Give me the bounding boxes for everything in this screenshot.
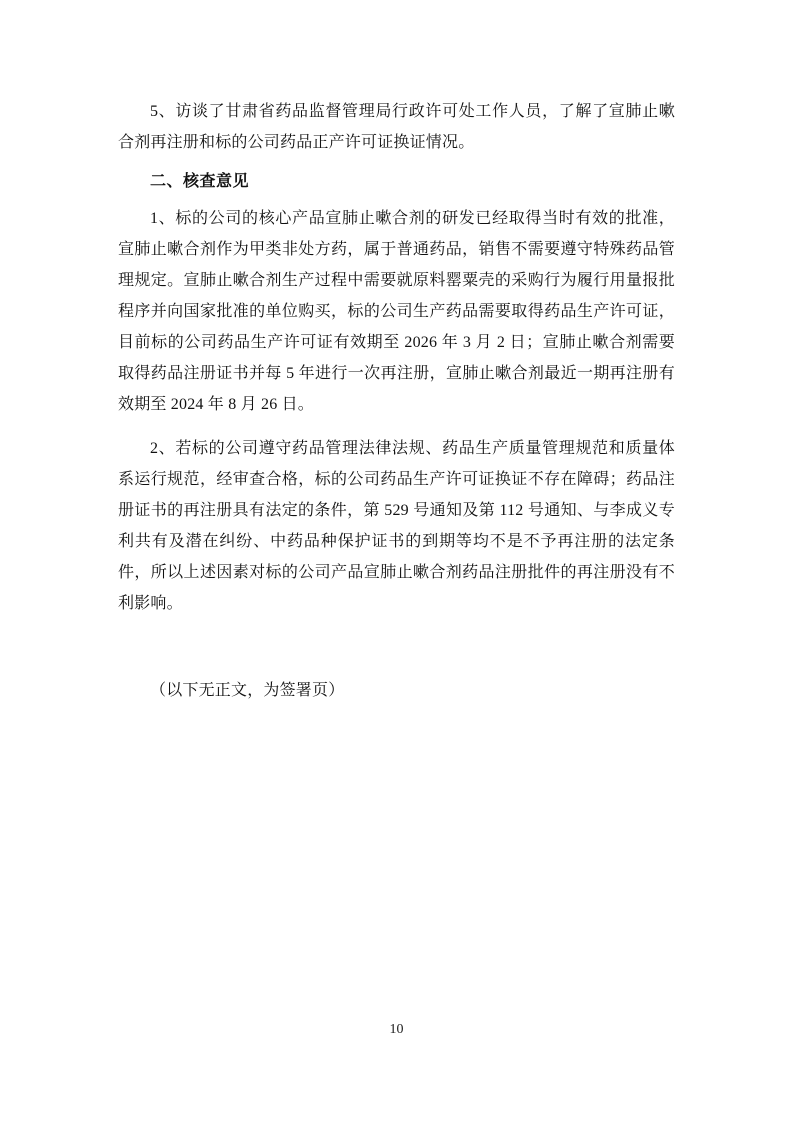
paragraph-opinion-2: 2、若标的公司遵守药品管理法律法规、药品生产质量管理规范和质量体系运行规范，经审查合格，标的公司药品生产许可证换证不存在障碍；药品注册证书的再注册具有法定的条件，第 529 号通知及第 112 号通知、与李成义专利共有及潜在纠纷、中药品种保护证书的到期等均不是不予再注册的法定条件，所以上述因素对标的公司产品宣肺止嗽合剂药品注册批件的再注册没有不利影响。 [118, 440, 675, 612]
page-number: 10 [389, 1022, 404, 1037]
document-body [118, 96, 675, 706]
section-heading-verification-opinion: 二、核查意见 [150, 173, 250, 190]
paragraph-opinion-1: 1、标的公司的核心产品宣肺止嗽合剂的研发已经取得当时有效的批准，宣肺止嗽合剂作为甲类非处方药，属于普通药品，销售不需要遵守特殊药品管理规定。宣肺止嗽合剂生产过程中需要就原料罂粟壳的采购行为履行用量报批程序并向国家批准的单位购买，标的公司生产药品需要取得药品生产许可证，目前标的公司药品生产许可证有效期至 2026 年 3 月 2 日；宣肺止嗽合剂需要取得药品注册证书并每 5 年进行一次再注册，宣肺止嗽合剂最近一期再注册有效期至 2024 年 8 月 26 日。 [118, 210, 675, 413]
signature-page-note: （以下无正文，为签署页） [150, 682, 345, 699]
paragraph-interview-item-5: 5、访谈了甘肃省药品监督管理局行政许可处工作人员，了解了宣肺止嗽合剂再注册和标的公司药品正产许可证换证情况。 [118, 103, 675, 151]
